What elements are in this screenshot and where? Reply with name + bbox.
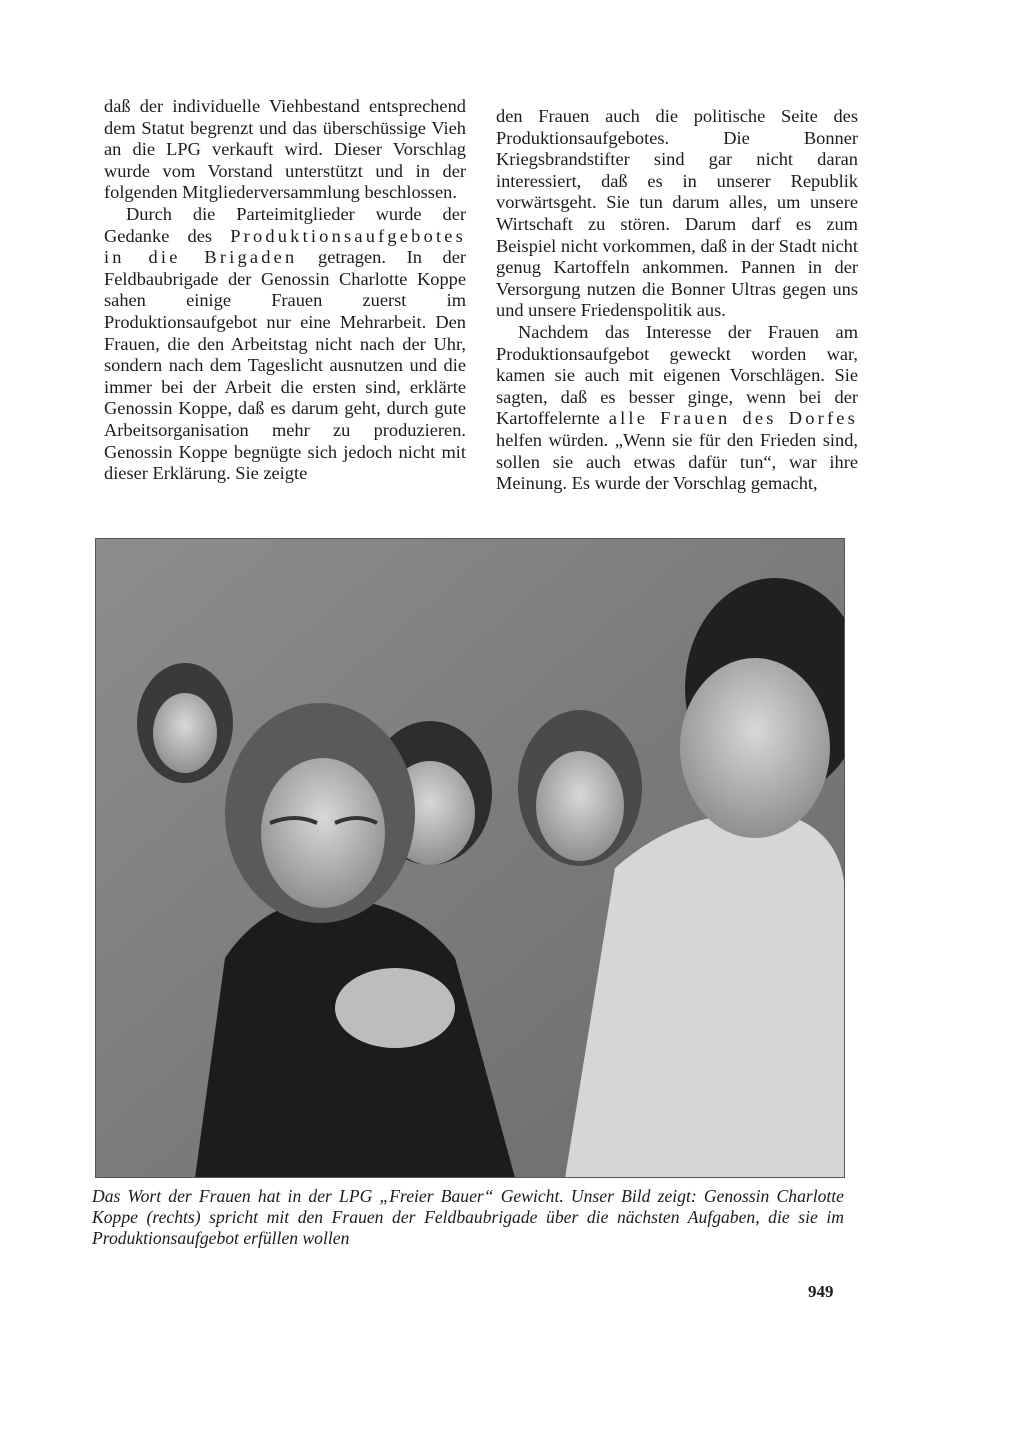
left-paragraph-2 xyxy=(104,204,466,485)
left-paragraph-2-start: Durch die Parteimitglieder wurde der Gedanke des xyxy=(104,203,466,246)
right-paragraph-2-start: Nachdem das Interesse der Frauen am Produktionsaufgebot geweckt worden war, kamen sie auch mit eigenen Vorschlägen. Sie sagten, daß es besser ginge, wenn bei der Kartoffelernte xyxy=(496,321,858,429)
right-paragraph-2-end: helfen würden. „Wenn sie für den Frieden sind, sollen sie auch etwas dafür tun“, war ihre Meinung. Es wurde der Vorschlag gemacht, xyxy=(496,429,858,494)
photograph-women-brigade xyxy=(95,538,845,1178)
left-paragraph-1: daß der individuelle Viehbestand entsprechend dem Statut begrenzt und das überschüssige Vieh an die LPG verkauft wird. Dieser Vorschlag wurde vom Vorstand unterstützt und in der folgenden Mitgliederversammlung beschlossen. xyxy=(104,96,466,203)
photograph-drawing xyxy=(95,538,845,1178)
right-paragraph-1: den Frauen auch die politische Seite des Produktionsaufgebotes. Die Bonner Kriegsbrandstifter sind gar nicht daran interessiert, daß es in unserer Republik vorwärtsgeht. Sie tun darum alles, um unsere Wirtschaft zu stören. Darum darf es zum Beispiel nicht vorkommen, daß in der Stadt nicht genug Kartoffeln ankommen. Pannen in der Versorgung nutzen die Bonner Ultras gegen uns und unsere Friedenspolitik aus. xyxy=(496,106,858,321)
right-paragraph-2 xyxy=(496,322,858,495)
right-paragraph-2-emphasis: alle Frauen des Dorfes xyxy=(608,408,858,429)
left-text-column xyxy=(104,96,466,485)
page-number: 949 xyxy=(808,1282,834,1301)
left-paragraph-2-end: getragen. In der Feldbaubrigade der Genossin Charlotte Koppe sahen einige Frauen zuerst im Produktionsaufgebot nur eine Mehrarbeit. Den Frauen, die den Arbeitstag nicht nach der Uhr, sondern nach dem Tageslicht ausnutzen und die immer bei der Arbeit die ersten sind, erklärte Genossin Koppe, daß es darum geht, durch gute Arbeitsorganisation mehr zu produzieren. Genossin Koppe begnügte sich jedoch nicht mit dieser Erklärung. Sie zeigte xyxy=(104,247,467,484)
left-paragraph-2-emphasis: Produktionsaufgebotes in die Brigaden xyxy=(104,225,466,268)
photo-caption: Das Wort der Frauen hat in der LPG „Freier Bauer“ Gewicht. Unser Bild zeigt: Genossin Charlotte Koppe (rechts) spricht mit den Frauen der Feldbaubrigade über die nächsten Aufgaben, die sie im Produktionsaufgebot erfüllen wollen xyxy=(92,1186,844,1248)
right-text-column xyxy=(496,106,858,495)
